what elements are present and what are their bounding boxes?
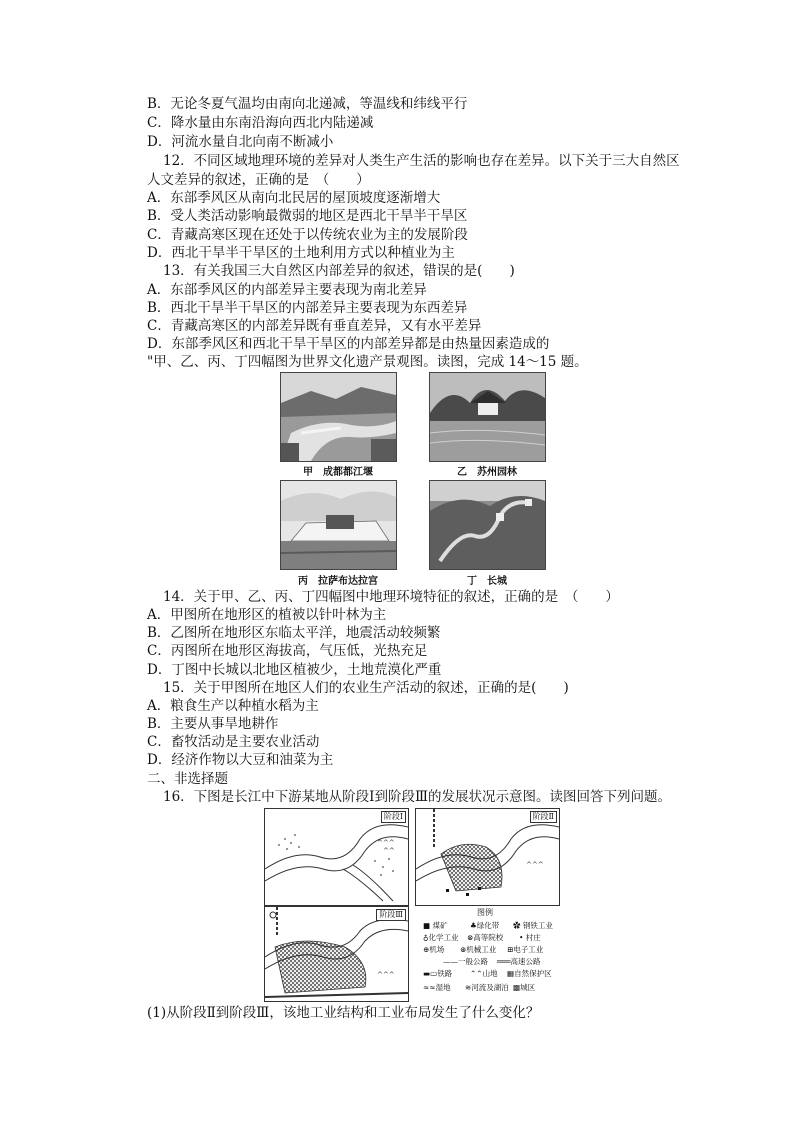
q15-option-c: C．畜牧活动是主要农业活动: [147, 734, 320, 750]
svg-text:^^^: ^^^: [526, 861, 544, 869]
stage-2-label: 阶段Ⅱ: [530, 811, 557, 823]
legend-village: • 村庄: [519, 933, 541, 942]
photo-great-wall: [429, 480, 546, 570]
q12-option-a: A．东部季风区从南向北民居的屋顶坡度逐渐增大: [147, 190, 441, 206]
legend-road: ——一般公路: [443, 957, 488, 966]
q15-option-b: B．主要从事旱地耕作: [147, 716, 279, 732]
q16-stem: 16．下图是长江中下游某地从阶段Ⅰ到阶段Ⅲ的发展状况示意图。读图回答下列问题。: [163, 789, 672, 805]
college-icon: ⊗: [467, 933, 474, 942]
q14-stem: 14．关于甲、乙、丙、丁四幅图中地理环境特征的叙述，正确的是 （ ）: [163, 589, 619, 605]
legend-steel: ✿ 钢铁工业: [513, 921, 553, 930]
q15-option-d: D．经济作物以大豆和油菜为主: [147, 752, 334, 768]
legend-electronic: ⊞电子工业: [507, 945, 544, 954]
q12-option-d: D．西北干旱半干旱区的土地利用方式以种植业为主: [147, 245, 455, 261]
legend-college: ⊗高等院校: [467, 933, 504, 942]
caption-bing: 丙 拉萨布达拉宫: [298, 576, 378, 587]
svg-text:^^: ^^: [383, 847, 395, 855]
road-line-icon: ——: [443, 957, 458, 966]
q13-option-a: A．东部季风区的内部差异主要表现为南北差异: [147, 282, 427, 298]
map-stage-1: [264, 808, 409, 906]
q11-option-d: D．河流水量自北向南不断减小: [147, 134, 334, 150]
q15-stem: 15．关于甲图所在地区人们的农业生产活动的叙述，正确的是( ): [163, 680, 569, 696]
q15-option-a: A．粮食生产以种植水稻为主: [147, 698, 319, 714]
legend-highway: ═══高速公路: [497, 957, 541, 966]
wetland-icon: ≈≈: [423, 983, 436, 992]
q12-option-b: B．受人类活动影响最微弱的地区是西北干旱半干旱区: [147, 208, 468, 224]
section-heading-nonchoice: 二、非选择题: [147, 771, 228, 787]
legend-green-belt: ♣绿化带: [470, 921, 500, 930]
photo-dujiangyan: [280, 372, 397, 462]
legend-coal: ■ 煤矿: [423, 921, 448, 930]
reserve-icon: ▦: [507, 969, 515, 978]
legend-title: 图例: [477, 908, 493, 917]
legend-railway: ▬▭铁路: [423, 969, 453, 978]
caption-ding: 丁 长城: [467, 576, 507, 587]
q13-option-c: C．青藏高寒区的内部差异既有垂直差异，又有水平差异: [147, 318, 482, 334]
q14-option-d: D．丁图中长城以北地区植被少，土地荒漠化严重: [147, 662, 442, 678]
q11-option-c: C．降水量由东南沿海向西北内陆递减: [147, 115, 374, 131]
map-stage-3: [264, 906, 409, 1002]
q12-stem-line1: 12．不同区域地理环境的差异对人类生产生活的影响也存在差异。以下关于三大自然区: [163, 153, 680, 169]
intro-q14-15: "甲、乙、丙、丁四幅图为世界文化遗产景观图。读图，完成 14～15 题。: [147, 354, 588, 370]
q12-stem-line2: 人文差异的叙述，正确的是 （ ）: [147, 172, 370, 188]
q13-option-d: D．东部季风区和西北干旱干旱区的内部差异都是由热量因素造成的: [147, 336, 550, 352]
caption-jia: 甲 成都都江堰: [303, 467, 373, 478]
photo-potala-palace: [280, 480, 397, 570]
legend-river-lake: ≋河流及湖泊: [465, 983, 509, 992]
svg-text:^^^: ^^^: [377, 971, 395, 979]
photo-suzhou-garden: [429, 372, 546, 462]
legend-mountain: ⌃⌃山地: [470, 969, 498, 978]
urban-area-icon: ▩: [513, 983, 521, 992]
chip-icon: ⊞: [507, 945, 514, 954]
legend-nature-reserve: ▦自然保护区: [507, 969, 552, 978]
river-icon: ≋: [465, 983, 472, 992]
legend-chemical: ♁化学工业: [423, 933, 459, 942]
stage-3-label: 阶段Ⅲ: [376, 909, 406, 921]
stage-1-label: 阶段Ⅰ: [381, 811, 406, 823]
q14-option-c: C．丙图所在地形区海拔高，气压低，光热充足: [147, 643, 428, 659]
airport-icon: ⊕: [423, 945, 430, 954]
gear-icon: ⊛: [460, 945, 467, 954]
q12-option-c: C．青藏高寒区现在还处于以传统农业为主的发展阶段: [147, 227, 468, 243]
legend-wetland: ≈≈湿地: [423, 983, 451, 992]
svg-text:^^^: ^^^: [377, 839, 395, 847]
q16-subquestion-1: (1)从阶段Ⅱ到阶段Ⅲ，该地工业结构和工业布局发生了什么变化？: [147, 1005, 540, 1021]
map-stage-2: [415, 808, 560, 906]
q13-option-b: B．西北干旱半干旱区的内部差异主要表现为东西差异: [147, 300, 468, 316]
railway-icon: ▬▭: [423, 969, 438, 978]
flask-icon: ♁: [423, 933, 429, 942]
q11-option-b: B．无论冬夏气温均由南向北递减，等温线和纬线平行: [147, 96, 468, 112]
legend-airport: ⊕机场: [423, 945, 445, 954]
q14-option-b: B．乙图所在地形区东临太平洋，地震活动较频繁: [147, 625, 441, 641]
map-legend: [415, 906, 558, 1000]
q14-option-a: A．甲图所在地形区的植被以针叶林为主: [147, 607, 387, 623]
tree-icon: ♣: [470, 921, 477, 930]
legend-urban: ▩城区: [513, 983, 536, 992]
highway-line-icon: ═══: [497, 957, 511, 966]
mountain-icon: ⌃⌃: [470, 969, 483, 978]
q13-stem: 13．有关我国三大自然区内部差异的叙述，错误的是( ): [163, 263, 515, 279]
legend-machinery: ⊛机械工业: [460, 945, 497, 954]
caption-yi: 乙 苏州园林: [457, 467, 517, 478]
